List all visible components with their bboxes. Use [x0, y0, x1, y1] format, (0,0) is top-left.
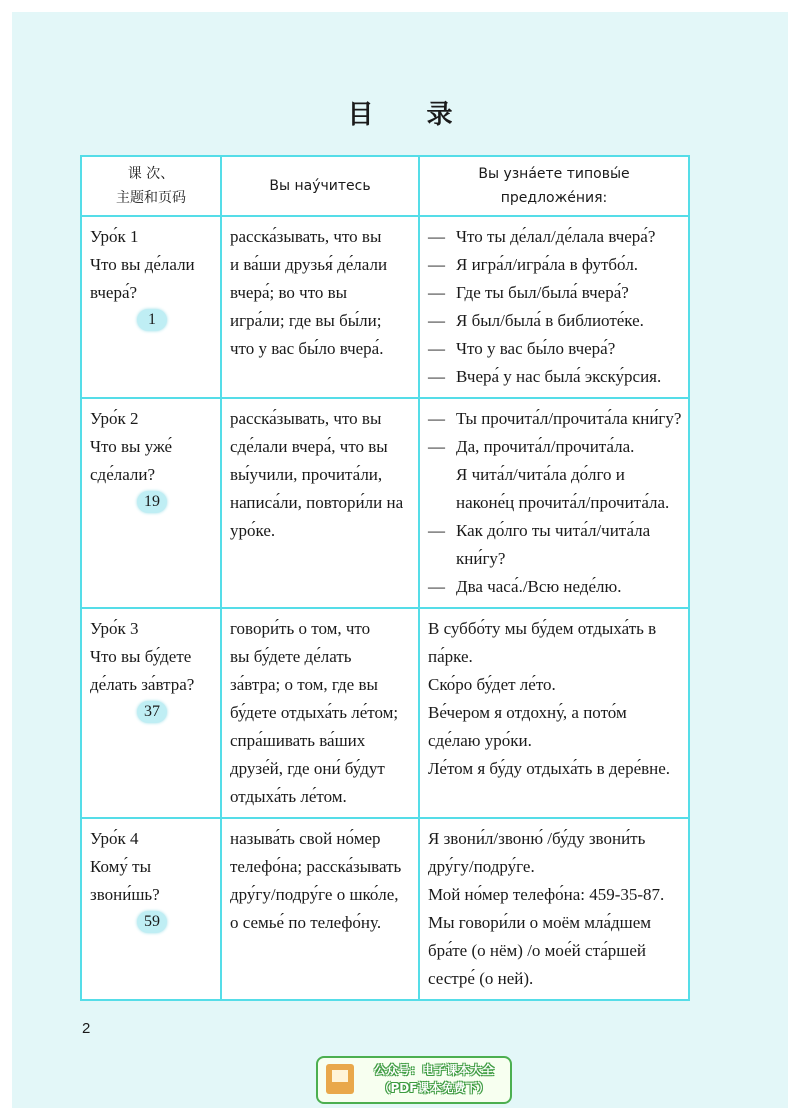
- skills-line: вчера́; во что вы: [230, 283, 348, 302]
- sentence-line: сестре́ (о ней).: [428, 969, 534, 988]
- dash-marker: —: [428, 437, 445, 456]
- lesson-title-line: вчера́?: [90, 283, 138, 302]
- lesson-title-line: де́лать за́втра?: [90, 675, 195, 694]
- skills-line: бу́дете отдыха́ть ле́том;: [230, 703, 399, 722]
- lesson-title-line: Что вы де́лали: [90, 255, 195, 274]
- sentence-line: [428, 573, 680, 601]
- lesson-title-line: Что вы уже́: [90, 437, 173, 456]
- sentence-line: сде́лаю уро́ки.: [428, 731, 532, 750]
- skills-line: спра́шивать ва́ших: [230, 731, 366, 750]
- sentence-line: [428, 307, 680, 335]
- sentence-line: [428, 335, 680, 363]
- skills-cell: [221, 818, 419, 1000]
- table-of-contents: [80, 155, 690, 1001]
- header-lesson: [81, 156, 221, 216]
- lesson-title-line: Уро́к 3: [90, 619, 139, 638]
- sentence-line: [428, 433, 680, 461]
- page-title: 目 录: [347, 100, 475, 130]
- table-body: [81, 216, 689, 1000]
- skills-line: написа́ли, повтори́ли на: [230, 493, 404, 512]
- skills-cell: [221, 216, 419, 398]
- skills-line: игра́ли; где вы бы́ли;: [230, 311, 382, 330]
- sentence-line: [428, 517, 680, 545]
- lesson-cell: [81, 818, 221, 1000]
- sentence-line: [428, 405, 680, 433]
- dash-marker: —: [428, 283, 445, 302]
- lesson-title-line: звони́шь?: [90, 885, 160, 904]
- sentence-text: Вчера́ у нас была́ экску́рсия.: [456, 367, 662, 386]
- watermark-text: [360, 1061, 508, 1097]
- page-badge[interactable]: 1: [137, 309, 167, 331]
- sentences-cell: [419, 818, 689, 1000]
- sentence-line: [428, 251, 680, 279]
- skills-line: сде́лали вчера́, что вы: [230, 437, 388, 456]
- watermark-badge: [316, 1056, 512, 1104]
- skills-line: о семье́ по телефо́ну.: [230, 913, 382, 932]
- dash-marker: —: [428, 255, 445, 274]
- header-sentences-line1: Вы узна́ете типовы́е: [478, 166, 630, 182]
- dash-marker: —: [428, 367, 445, 386]
- sentence-line: Мы говори́ли о моём мла́дшем: [428, 913, 652, 932]
- lesson-cell: [81, 398, 221, 608]
- sentence-line: В суббо́ту мы бу́дем отдыха́ть в: [428, 619, 657, 638]
- book-icon: [326, 1064, 354, 1094]
- dash-marker: —: [428, 339, 445, 358]
- sentence-text: Что ты де́лал/де́лала вчера́?: [456, 227, 656, 246]
- table-row: [81, 216, 689, 398]
- lesson-title-line: Что вы бу́дете: [90, 647, 192, 666]
- header-lesson-line2: 主题和页码: [116, 190, 186, 206]
- sentences-cell: [419, 398, 689, 608]
- sentence-text: Да, прочита́л/прочита́ла.: [456, 437, 635, 456]
- dash-marker: —: [428, 409, 445, 428]
- lesson-title-line: Кому́ ты: [90, 857, 152, 876]
- sentence-line: дру́гу/подру́ге.: [428, 857, 535, 876]
- watermark-line1: 公众号：电子课本大全: [373, 1063, 494, 1077]
- sentence-text: наконе́ц прочита́л/прочита́ла.: [456, 493, 670, 512]
- lesson-title-line: Уро́к 4: [90, 829, 139, 848]
- table-row: [81, 608, 689, 818]
- sentence-line: Ле́том я бу́ду отдыха́ть в дере́вне.: [428, 759, 671, 778]
- lesson-title-line: Уро́к 1: [90, 227, 139, 246]
- sentence-line: [428, 545, 680, 573]
- skills-line: и ва́ши друзья́ де́лали: [230, 255, 388, 274]
- skills-cell: [221, 398, 419, 608]
- sentence-text: Я игра́л/игра́ла в футбо́л.: [456, 255, 639, 274]
- sentence-text: Я был/была́ в библиоте́ке.: [456, 311, 644, 330]
- lesson-title-line: сде́лали?: [90, 465, 156, 484]
- sentence-text: Что у вас бы́ло вчера́?: [456, 339, 616, 358]
- sentence-line: [428, 223, 680, 251]
- sentence-text: Где ты был/была́ вчера́?: [456, 283, 629, 302]
- skills-line: говори́ть о том, что: [230, 619, 371, 638]
- sentence-line: Я звони́л/звоню́ /бу́ду звони́ть: [428, 829, 646, 848]
- skills-line: уро́ке.: [230, 521, 276, 540]
- sentence-line: Ве́чером я отдохну́, а пото́м: [428, 703, 627, 722]
- table-row: [81, 398, 689, 608]
- page-badge[interactable]: 19: [137, 491, 167, 513]
- sentence-line: [428, 461, 680, 489]
- watermark-line2: （PDF课本免费下）: [378, 1081, 490, 1095]
- sentences-cell: [419, 608, 689, 818]
- sentence-text: Как до́лго ты чита́л/чита́ла: [456, 521, 651, 540]
- lesson-title-line: Уро́к 2: [90, 409, 139, 428]
- lesson-cell: [81, 608, 221, 818]
- skills-line: вы бу́дете де́лать: [230, 647, 352, 666]
- skills-cell: [221, 608, 419, 818]
- sentence-line: бра́те (о нём) /о мое́й ста́ршей: [428, 941, 646, 960]
- dash-marker: —: [428, 521, 445, 540]
- skills-line: что у вас бы́ло вчера́.: [230, 339, 384, 358]
- page: [12, 12, 788, 1108]
- page-number: 2: [82, 1020, 91, 1037]
- skills-line: отдыха́ть ле́том.: [230, 787, 347, 806]
- dash-marker: —: [428, 577, 445, 596]
- header-sentences: [419, 156, 689, 216]
- page-badge[interactable]: 59: [137, 911, 167, 933]
- sentence-line: [428, 363, 680, 391]
- skills-line: дру́гу/подру́ге о шко́ле,: [230, 885, 399, 904]
- sentence-text: кни́гу?: [456, 549, 506, 568]
- header-skills: Вы нау́читесь: [221, 156, 419, 216]
- sentence-line: па́рке.: [428, 647, 473, 666]
- table-row: [81, 818, 689, 1000]
- sentence-line: [428, 279, 680, 307]
- skills-line: за́втра; о том, где вы: [230, 675, 378, 694]
- skills-line: вы́учили, прочита́ли,: [230, 465, 383, 484]
- sentences-cell: [419, 216, 689, 398]
- header-sentences-line2: предложе́ния:: [500, 190, 608, 206]
- skills-line: расска́зывать, что вы: [230, 409, 382, 428]
- skills-line: друзе́й, где они́ бу́дут: [230, 759, 385, 778]
- table-header-row: [81, 156, 689, 216]
- header-lesson-line1: 课 次、: [127, 166, 175, 182]
- skills-line: расска́зывать, что вы: [230, 227, 382, 246]
- dash-marker: —: [428, 311, 445, 330]
- lesson-cell: [81, 216, 221, 398]
- sentence-text: Два часа́./Всю неде́лю.: [456, 577, 622, 596]
- page-badge[interactable]: 37: [137, 701, 167, 723]
- sentence-line: Мой но́мер телефо́на: 459-35-87.: [428, 885, 665, 904]
- skills-line: телефо́на; расска́зывать: [230, 857, 402, 876]
- sentence-line: [428, 489, 680, 517]
- skills-line: называ́ть свой но́мер: [230, 829, 381, 848]
- sentence-text: Ты прочита́л/прочита́ла кни́гу?: [456, 409, 682, 428]
- dash-marker: —: [428, 227, 445, 246]
- sentence-text: Я чита́л/чита́ла до́лго и: [456, 465, 625, 484]
- sentence-line: Ско́ро бу́дет ле́то.: [428, 675, 556, 694]
